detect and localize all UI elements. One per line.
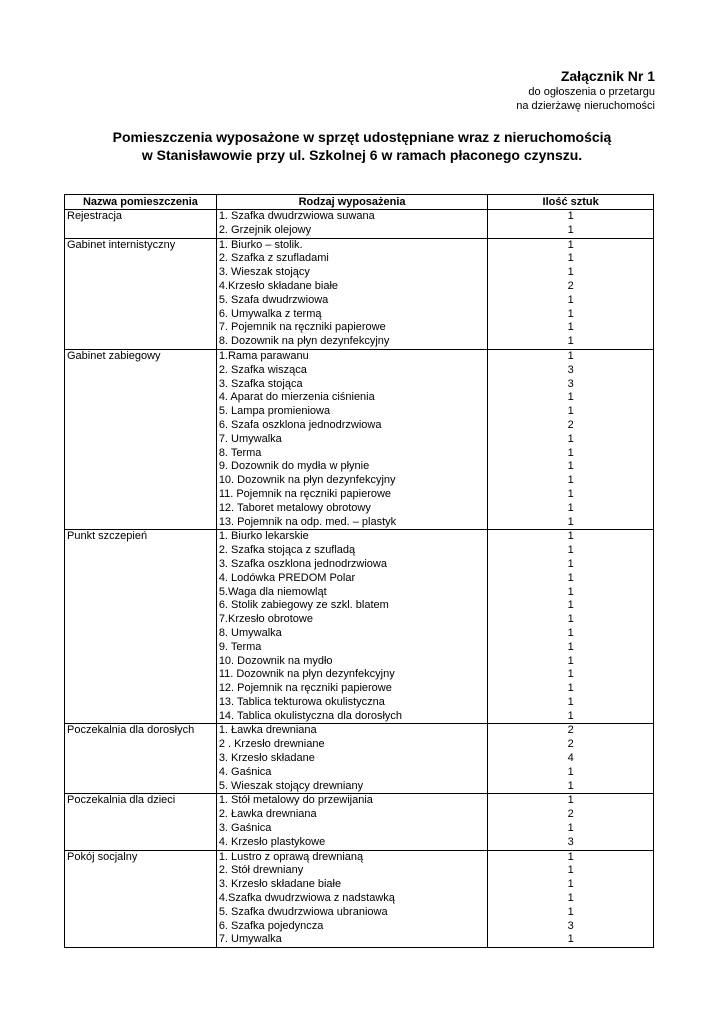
equipment-cell: 5. Lampa promieniowa	[216, 405, 488, 419]
table-row	[65, 378, 654, 392]
equipment-cell: 7.Krzesło obrotowe	[216, 613, 488, 627]
quantity-cell: 3	[488, 364, 654, 378]
quantity-cell: 2	[488, 280, 654, 294]
quantity-cell: 1	[488, 238, 654, 252]
room-name-cell	[65, 933, 217, 947]
room-name-cell	[65, 710, 217, 724]
room-name-cell: Punkt szczepień	[65, 530, 217, 544]
room-name-cell	[65, 364, 217, 378]
table-row	[65, 710, 654, 724]
room-name-cell	[65, 864, 217, 878]
equipment-cell: 11. Pojemnik na ręczniki papierowe	[216, 488, 488, 502]
quantity-cell: 1	[488, 335, 654, 349]
room-name-cell	[65, 321, 217, 335]
quantity-cell: 1	[488, 682, 654, 696]
table-row	[65, 224, 654, 238]
equipment-cell: 2. Szafka wisząca	[216, 364, 488, 378]
quantity-cell: 1	[488, 696, 654, 710]
equipment-cell: 4. Lodówka PREDOM Polar	[216, 572, 488, 586]
quantity-cell: 1	[488, 530, 654, 544]
table-row	[65, 460, 654, 474]
quantity-cell: 1	[488, 405, 654, 419]
quantity-cell: 1	[488, 391, 654, 405]
equipment-cell: 2. Grzejnik olejowy	[216, 224, 488, 238]
equipment-cell: 12. Taboret metalowy obrotowy	[216, 502, 488, 516]
equipment-cell: 6. Szafka pojedyncza	[216, 920, 488, 934]
table-row	[65, 252, 654, 266]
header-quantity: Ilość sztuk	[488, 195, 654, 210]
quantity-cell: 1	[488, 794, 654, 808]
table-body	[65, 210, 654, 948]
room-name-cell	[65, 391, 217, 405]
quantity-cell: 1	[488, 488, 654, 502]
equipment-cell: 5.Waga dla niemowląt	[216, 586, 488, 600]
room-name-cell	[65, 696, 217, 710]
room-name-cell	[65, 766, 217, 780]
equipment-cell: 1. Ławka drewniana	[216, 724, 488, 738]
quantity-cell: 1	[488, 252, 654, 266]
quantity-cell: 1	[488, 224, 654, 238]
table-row	[65, 280, 654, 294]
room-name-cell: Pokój socjalny	[65, 850, 217, 864]
equipment-cell: 4.Krzesło składane białe	[216, 280, 488, 294]
room-name-cell	[65, 599, 217, 613]
equipment-cell: 5. Szafka dwudrzwiowa ubraniowa	[216, 906, 488, 920]
room-name-cell: Gabinet zabiegowy	[65, 349, 217, 363]
equipment-cell: 8. Umywalka	[216, 627, 488, 641]
room-name-cell	[65, 224, 217, 238]
table-row	[65, 822, 654, 836]
table-row	[65, 641, 654, 655]
room-name-cell: Gabinet internistyczny	[65, 238, 217, 252]
room-name-cell	[65, 808, 217, 822]
room-name-cell	[65, 280, 217, 294]
table-row	[65, 627, 654, 641]
quantity-cell: 1	[488, 266, 654, 280]
room-name-cell: Rejestracja	[65, 210, 217, 224]
room-name-cell	[65, 558, 217, 572]
quantity-cell: 1	[488, 655, 654, 669]
equipment-cell: 5. Wieszak stojący drewniany	[216, 780, 488, 794]
table-row	[65, 933, 654, 947]
table-row	[65, 836, 654, 850]
table-row	[65, 586, 654, 600]
room-name-cell	[65, 488, 217, 502]
quantity-cell: 1	[488, 474, 654, 488]
quantity-cell: 1	[488, 460, 654, 474]
table-row	[65, 433, 654, 447]
room-name-cell	[65, 252, 217, 266]
table-row	[65, 405, 654, 419]
quantity-cell: 1	[488, 502, 654, 516]
room-name-cell	[65, 668, 217, 682]
quantity-cell: 1	[488, 210, 654, 224]
quantity-cell: 3	[488, 836, 654, 850]
table-row	[65, 335, 654, 349]
equipment-cell: 1. Stół metalowy do przewijania	[216, 794, 488, 808]
quantity-cell: 3	[488, 920, 654, 934]
room-name-cell	[65, 878, 217, 892]
room-name-cell	[65, 544, 217, 558]
table-row	[65, 696, 654, 710]
table-row	[65, 572, 654, 586]
equipment-cell: 1. Lustro z oprawą drewnianą	[216, 850, 488, 864]
quantity-cell: 2	[488, 419, 654, 433]
quantity-cell: 1	[488, 850, 654, 864]
table-row	[65, 558, 654, 572]
equipment-cell: 13. Pojemnik na odp. med. – plastyk	[216, 516, 488, 530]
quantity-cell: 1	[488, 933, 654, 947]
table-row	[65, 864, 654, 878]
room-name-cell	[65, 433, 217, 447]
equipment-cell: 3. Krzesło składane białe	[216, 878, 488, 892]
equipment-cell: 1. Biurko – stolik.	[216, 238, 488, 252]
room-name-cell	[65, 308, 217, 322]
equipment-cell: 3. Szafka oszklona jednodrzwiowa	[216, 558, 488, 572]
header-room: Nazwa pomieszczenia	[65, 195, 217, 210]
room-name-cell	[65, 474, 217, 488]
equipment-cell: 6. Umywalka z termą	[216, 308, 488, 322]
equipment-cell: 6. Stolik zabiegowy ze szkl. blatem	[216, 599, 488, 613]
table-row	[65, 906, 654, 920]
room-name-cell	[65, 892, 217, 906]
quantity-cell: 2	[488, 724, 654, 738]
room-name-cell	[65, 752, 217, 766]
table-row	[65, 850, 654, 864]
room-name-cell	[65, 266, 217, 280]
equipment-cell: 3. Krzesło składane	[216, 752, 488, 766]
equipment-cell: 13. Tablica tekturowa okulistyczna	[216, 696, 488, 710]
room-name-cell	[65, 627, 217, 641]
equipment-cell: 3. Gaśnica	[216, 822, 488, 836]
table-row	[65, 766, 654, 780]
room-name-cell	[65, 836, 217, 850]
room-name-cell	[65, 920, 217, 934]
quantity-cell: 1	[488, 433, 654, 447]
room-name-cell	[65, 682, 217, 696]
table-row	[65, 266, 654, 280]
room-name-cell	[65, 822, 217, 836]
equipment-cell: 2. Stół drewniany	[216, 864, 488, 878]
room-name-cell	[65, 460, 217, 474]
equipment-cell: 4. Krzesło plastykowe	[216, 836, 488, 850]
table-row	[65, 391, 654, 405]
equipment-cell: 14. Tablica okulistyczna dla dorosłych	[216, 710, 488, 724]
equipment-cell: 5. Szafa dwudrzwiowa	[216, 294, 488, 308]
quantity-cell: 1	[488, 599, 654, 613]
room-name-cell	[65, 447, 217, 461]
quantity-cell: 1	[488, 308, 654, 322]
equipment-cell: 1. Biurko lekarskie	[216, 530, 488, 544]
equipment-cell: 9. Dozownik do mydła w płynie	[216, 460, 488, 474]
table-row	[65, 794, 654, 808]
equipment-cell: 11. Dozownik na płyn dezynfekcyjny	[216, 668, 488, 682]
quantity-cell: 1	[488, 668, 654, 682]
table-row	[65, 516, 654, 530]
table-row	[65, 599, 654, 613]
room-name-cell	[65, 780, 217, 794]
quantity-cell: 1	[488, 321, 654, 335]
table-row	[65, 920, 654, 934]
room-name-cell	[65, 641, 217, 655]
quantity-cell: 1	[488, 613, 654, 627]
annex-subtitle-line2: na dzierżawę nieruchomości	[516, 100, 655, 112]
equipment-cell: 10. Dozownik na mydło	[216, 655, 488, 669]
room-name-cell	[65, 516, 217, 530]
equipment-cell: 4. Aparat do mierzenia ciśnienia	[216, 391, 488, 405]
equipment-cell: 3. Szafka stojąca	[216, 378, 488, 392]
table-row	[65, 294, 654, 308]
annex-subtitle-line1: do ogłoszenia o przetargu	[528, 86, 655, 98]
table-row	[65, 364, 654, 378]
table-row	[65, 321, 654, 335]
table-row	[65, 668, 654, 682]
table-row	[65, 613, 654, 627]
room-name-cell	[65, 586, 217, 600]
quantity-cell: 1	[488, 878, 654, 892]
table-row	[65, 682, 654, 696]
room-name-cell: Poczekalnia dla dzieci	[65, 794, 217, 808]
table-row	[65, 502, 654, 516]
room-name-cell	[65, 502, 217, 516]
quantity-cell: 1	[488, 558, 654, 572]
table-row	[65, 419, 654, 433]
equipment-cell: 4.Szafka dwudrzwiowa z nadstawką	[216, 892, 488, 906]
quantity-cell: 1	[488, 627, 654, 641]
quantity-cell: 1	[488, 766, 654, 780]
room-name-cell	[65, 419, 217, 433]
table-row	[65, 892, 654, 906]
quantity-cell: 1	[488, 349, 654, 363]
table-row	[65, 780, 654, 794]
table-row	[65, 308, 654, 322]
table-header-row	[65, 195, 654, 210]
quantity-cell: 1	[488, 780, 654, 794]
equipment-cell: 2. Szafka z szufladami	[216, 252, 488, 266]
equipment-cell: 8. Dozownik na płyn dezynfekcyjny	[216, 335, 488, 349]
equipment-cell: 9. Terma	[216, 641, 488, 655]
room-name-cell	[65, 294, 217, 308]
equipment-cell: 7. Umywalka	[216, 433, 488, 447]
table-row	[65, 488, 654, 502]
table-row	[65, 544, 654, 558]
quantity-cell: 4	[488, 752, 654, 766]
equipment-cell: 12. Pojemnik na ręczniki papierowe	[216, 682, 488, 696]
table-row	[65, 655, 654, 669]
quantity-cell: 1	[488, 586, 654, 600]
header-equipment: Rodzaj wyposażenia	[216, 195, 488, 210]
equipment-cell: 4. Gaśnica	[216, 766, 488, 780]
table-row	[65, 808, 654, 822]
room-name-cell	[65, 572, 217, 586]
equipment-cell: 2. Szafka stojąca z szufladą	[216, 544, 488, 558]
table-row	[65, 878, 654, 892]
quantity-cell: 2	[488, 808, 654, 822]
table-row	[65, 447, 654, 461]
document-title	[0, 128, 724, 164]
equipment-cell: 10. Dozownik na płyn dezynfekcyjny	[216, 474, 488, 488]
equipment-table	[64, 194, 654, 948]
quantity-cell: 2	[488, 738, 654, 752]
room-name-cell	[65, 378, 217, 392]
equipment-cell: 7. Pojemnik na ręczniki papierowe	[216, 321, 488, 335]
equipment-cell: 6. Szafa oszklona jednodrzwiowa	[216, 419, 488, 433]
table-row	[65, 752, 654, 766]
quantity-cell: 1	[488, 710, 654, 724]
equipment-cell: 3. Wieszak stojący	[216, 266, 488, 280]
quantity-cell: 1	[488, 572, 654, 586]
table-row	[65, 530, 654, 544]
document-title-line2: w Stanisławowie przy ul. Szkolnej 6 w ramach płaconego czynszu.	[141, 147, 583, 163]
quantity-cell: 1	[488, 294, 654, 308]
quantity-cell: 1	[488, 516, 654, 530]
table-row	[65, 474, 654, 488]
quantity-cell: 1	[488, 864, 654, 878]
quantity-cell: 1	[488, 544, 654, 558]
quantity-cell: 1	[488, 641, 654, 655]
table-row	[65, 349, 654, 363]
room-name-cell: Poczekalnia dla dorosłych	[65, 724, 217, 738]
room-name-cell	[65, 655, 217, 669]
quantity-cell: 3	[488, 378, 654, 392]
quantity-cell: 1	[488, 906, 654, 920]
equipment-cell: 2. Ławka drewniana	[216, 808, 488, 822]
equipment-cell: 2 . Krzesło drewniane	[216, 738, 488, 752]
room-name-cell	[65, 335, 217, 349]
room-name-cell	[65, 906, 217, 920]
equipment-cell: 8. Terma	[216, 447, 488, 461]
quantity-cell: 1	[488, 822, 654, 836]
document-title-line1: Pomieszczenia wyposażone w sprzęt udostępniane wraz z nieruchomością	[112, 129, 612, 145]
annex-title: Załącznik Nr 1	[560, 68, 655, 84]
equipment-cell: 1.Rama parawanu	[216, 349, 488, 363]
room-name-cell	[65, 738, 217, 752]
table-row	[65, 210, 654, 224]
room-name-cell	[65, 405, 217, 419]
equipment-cell: 7. Umywalka	[216, 933, 488, 947]
quantity-cell: 1	[488, 447, 654, 461]
quantity-cell: 1	[488, 892, 654, 906]
equipment-cell: 1. Szafka dwudrzwiowa suwana	[216, 210, 488, 224]
annex-header	[516, 68, 655, 113]
table-row	[65, 238, 654, 252]
room-name-cell	[65, 613, 217, 627]
table-row	[65, 738, 654, 752]
table-row	[65, 724, 654, 738]
